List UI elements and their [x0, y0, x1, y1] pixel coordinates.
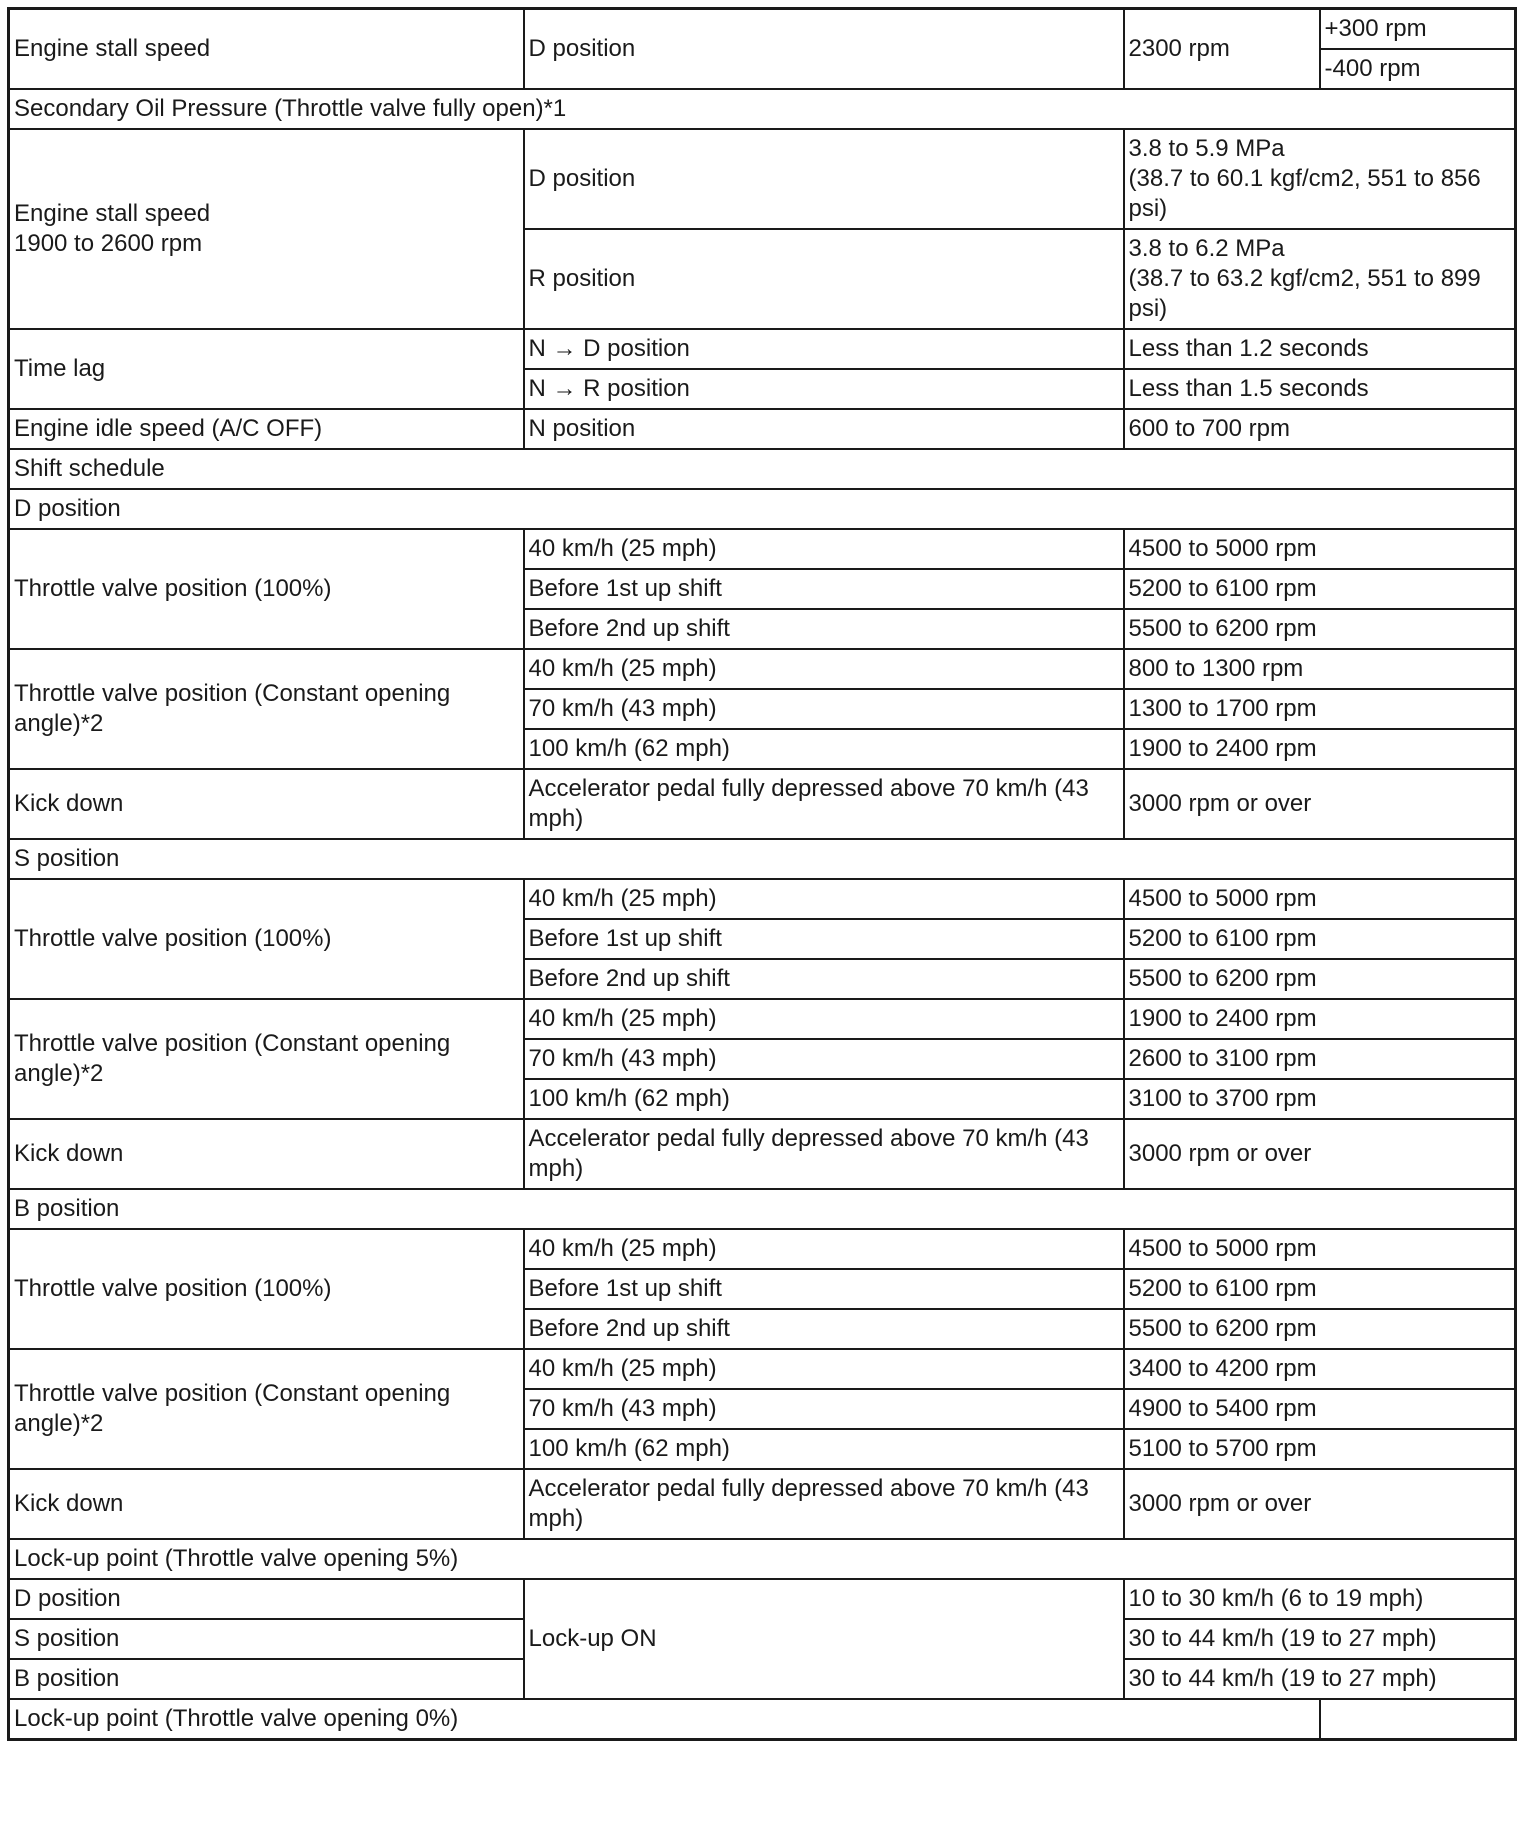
value-cell: 3400 to 4200 rpm	[1124, 1349, 1516, 1389]
table-row	[9, 1229, 1516, 1269]
timelag-nr-value: Less than 1.5 seconds	[1124, 369, 1516, 409]
condition-cell: Before 2nd up shift	[524, 1309, 1124, 1349]
empty-cell	[1320, 1699, 1516, 1740]
value-cell: 4900 to 5400 rpm	[1124, 1389, 1516, 1429]
timelag-label: Time lag	[9, 329, 524, 409]
stall-label: Engine stall speed	[9, 9, 524, 90]
shift-s-tc-label: Throttle valve position (Constant opening angle)*2	[9, 999, 524, 1119]
table-row	[9, 649, 1516, 689]
table-row	[9, 1349, 1516, 1389]
table-row	[9, 1579, 1516, 1619]
value-cell: 1300 to 1700 rpm	[1124, 689, 1516, 729]
table-row	[9, 999, 1516, 1039]
condition-cell: Accelerator pedal fully depressed above 70 km/h (43 mph)	[524, 1469, 1124, 1539]
value-cell: 5500 to 6200 rpm	[1124, 609, 1516, 649]
subsection-row	[9, 489, 1516, 529]
shift-b-t100-label: Throttle valve position (100%)	[9, 1229, 524, 1349]
condition-cell: Before 1st up shift	[524, 919, 1124, 959]
timelag-row-1	[9, 329, 1516, 369]
condition-cell: 40 km/h (25 mph)	[524, 999, 1124, 1039]
value-cell: 3000 rpm or over	[1124, 1469, 1516, 1539]
table-row	[9, 1119, 1516, 1189]
value-cell: 5500 to 6200 rpm	[1124, 1309, 1516, 1349]
timelag-nr: N → R position	[524, 369, 1124, 409]
condition-cell: 70 km/h (43 mph)	[524, 689, 1124, 729]
section-header-row	[9, 89, 1516, 129]
condition-cell: 40 km/h (25 mph)	[524, 649, 1124, 689]
value-cell: 5200 to 6100 rpm	[1124, 569, 1516, 609]
timelag-nd: N → D position	[524, 329, 1124, 369]
secondary-label: Engine stall speed 1900 to 2600 rpm	[9, 129, 524, 329]
shift-d-tc-label: Throttle valve position (Constant opening angle)*2	[9, 649, 524, 769]
secondary-row-d	[9, 129, 1516, 229]
value-cell: 30 to 44 km/h (19 to 27 mph)	[1124, 1619, 1516, 1659]
condition-cell: 70 km/h (43 mph)	[524, 1389, 1124, 1429]
table-row	[9, 879, 1516, 919]
shift-s-title: S position	[9, 839, 1516, 879]
lockup-state: Lock-up ON	[524, 1579, 1124, 1699]
subsection-row	[9, 1189, 1516, 1229]
section-header-row	[9, 1699, 1516, 1740]
value-cell: 5100 to 5700 rpm	[1124, 1429, 1516, 1469]
value-cell: 1900 to 2400 rpm	[1124, 999, 1516, 1039]
condition-cell: 100 km/h (62 mph)	[524, 729, 1124, 769]
condition-cell: 100 km/h (62 mph)	[524, 1079, 1124, 1119]
condition-cell: Accelerator pedal fully depressed above 70 km/h (43 mph)	[524, 769, 1124, 839]
value-cell: 4500 to 5000 rpm	[1124, 529, 1516, 569]
value-cell: 4500 to 5000 rpm	[1124, 879, 1516, 919]
condition-cell: 40 km/h (25 mph)	[524, 879, 1124, 919]
lockup0-header: Lock-up point (Throttle valve opening 0%)	[9, 1699, 1320, 1740]
value-cell: 10 to 30 km/h (6 to 19 mph)	[1124, 1579, 1516, 1619]
condition-cell: 40 km/h (25 mph)	[524, 1349, 1124, 1389]
secondary-r-value: 3.8 to 6.2 MPa (38.7 to 63.2 kgf/cm2, 551 to 899 psi)	[1124, 229, 1516, 329]
condition-cell: Before 2nd up shift	[524, 609, 1124, 649]
idle-row	[9, 409, 1516, 449]
value-cell: 3100 to 3700 rpm	[1124, 1079, 1516, 1119]
value-cell: 30 to 44 km/h (19 to 27 mph)	[1124, 1659, 1516, 1699]
shift-d-kd-label: Kick down	[9, 769, 524, 839]
idle-value: 600 to 700 rpm	[1124, 409, 1516, 449]
condition-cell: Before 1st up shift	[524, 569, 1124, 609]
condition-cell: 40 km/h (25 mph)	[524, 1229, 1124, 1269]
stall-tolerance-plus: +300 rpm	[1320, 9, 1516, 50]
shift-s-t100-label: Throttle valve position (100%)	[9, 879, 524, 999]
secondary-d-value: 3.8 to 5.9 MPa (38.7 to 60.1 kgf/cm2, 551 to 856 psi)	[1124, 129, 1516, 229]
section-header-row	[9, 1539, 1516, 1579]
value-cell: 5200 to 6100 rpm	[1124, 1269, 1516, 1309]
specification-table	[7, 7, 1517, 1741]
value-cell: 2600 to 3100 rpm	[1124, 1039, 1516, 1079]
stall-value: 2300 rpm	[1124, 9, 1320, 90]
lockup-position: D position	[9, 1579, 524, 1619]
value-cell: 1900 to 2400 rpm	[1124, 729, 1516, 769]
value-cell: 5200 to 6100 rpm	[1124, 919, 1516, 959]
stall-row-1	[9, 9, 1516, 50]
lockup-position: B position	[9, 1659, 524, 1699]
table-row	[9, 769, 1516, 839]
idle-position: N position	[524, 409, 1124, 449]
value-cell: 4500 to 5000 rpm	[1124, 1229, 1516, 1269]
table-row	[9, 529, 1516, 569]
condition-cell: Before 1st up shift	[524, 1269, 1124, 1309]
condition-cell: 100 km/h (62 mph)	[524, 1429, 1124, 1469]
shift-b-tc-label: Throttle valve position (Constant opening angle)*2	[9, 1349, 524, 1469]
table-row	[9, 1469, 1516, 1539]
value-cell: 800 to 1300 rpm	[1124, 649, 1516, 689]
value-cell: 3000 rpm or over	[1124, 1119, 1516, 1189]
lockup-position: S position	[9, 1619, 524, 1659]
shift-d-t100-label: Throttle valve position (100%)	[9, 529, 524, 649]
condition-cell: Accelerator pedal fully depressed above 70 km/h (43 mph)	[524, 1119, 1124, 1189]
shift-header: Shift schedule	[9, 449, 1516, 489]
stall-position: D position	[524, 9, 1124, 90]
condition-cell: 70 km/h (43 mph)	[524, 1039, 1124, 1079]
stall-tolerance-minus: -400 rpm	[1320, 49, 1516, 89]
lockup5-header: Lock-up point (Throttle valve opening 5%)	[9, 1539, 1516, 1579]
section-header-row	[9, 449, 1516, 489]
secondary-r-position: R position	[524, 229, 1124, 329]
timelag-nd-value: Less than 1.2 seconds	[1124, 329, 1516, 369]
subsection-row	[9, 839, 1516, 879]
value-cell: 5500 to 6200 rpm	[1124, 959, 1516, 999]
idle-label: Engine idle speed (A/C OFF)	[9, 409, 524, 449]
secondary-header: Secondary Oil Pressure (Throttle valve fully open)*1	[9, 89, 1516, 129]
shift-d-title: D position	[9, 489, 1516, 529]
shift-b-title: B position	[9, 1189, 1516, 1229]
value-cell: 3000 rpm or over	[1124, 769, 1516, 839]
secondary-d-position: D position	[524, 129, 1124, 229]
shift-s-kd-label: Kick down	[9, 1119, 524, 1189]
shift-b-kd-label: Kick down	[9, 1469, 524, 1539]
condition-cell: 40 km/h (25 mph)	[524, 529, 1124, 569]
condition-cell: Before 2nd up shift	[524, 959, 1124, 999]
